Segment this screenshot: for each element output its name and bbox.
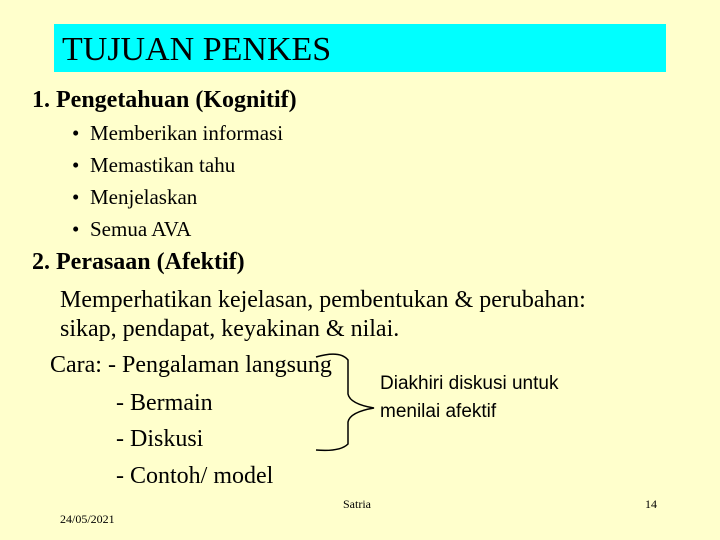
note-line1: Diakhiri diskusi untuk [380, 373, 559, 394]
section1-heading: 1. Pengetahuan (Kognitif) [32, 87, 297, 113]
list-item: • Memberikan informasi [72, 117, 283, 149]
section2-line2: sikap, pendapat, keyakinan & nilai. [60, 316, 400, 342]
footer-date: 24/05/2021 [60, 512, 115, 526]
section2-line1: Memperhatikan kejelasan, pembentukan & perubahan: [60, 287, 586, 313]
list-item: • Semua AVA [72, 213, 283, 245]
cara-line: Cara: - Pengalaman langsung [50, 352, 332, 378]
contoh-line: - Contoh/ model [116, 463, 274, 489]
bullet-icon: • [72, 153, 80, 177]
bullet-icon: • [72, 185, 80, 209]
diskusi-line: - Diskusi [116, 426, 204, 452]
bermain-line: - Bermain [116, 390, 213, 416]
footer-author: Satria [343, 497, 371, 511]
bullet-icon: • [72, 121, 80, 145]
note-line2: menilai afektif [380, 401, 497, 422]
slide-title: TUJUAN PENKES [62, 31, 332, 68]
section2-heading: 2. Perasaan (Afektif) [32, 249, 245, 275]
list-item: • Menjelaskan [72, 181, 283, 213]
list-item: • Memastikan tahu [72, 149, 283, 181]
bullet-icon: • [72, 217, 80, 241]
footer-page-number: 14 [645, 497, 657, 511]
